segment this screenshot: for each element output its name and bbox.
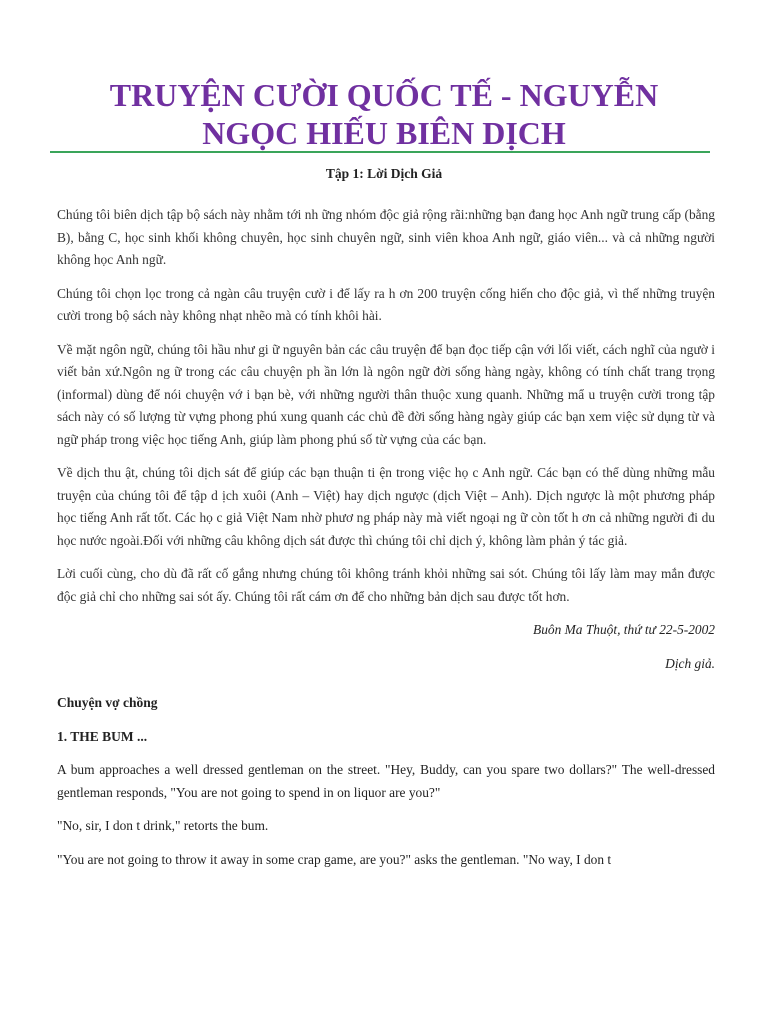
paragraph: Chúng tôi chọn lọc trong cả ngàn câu truyện cườ i để lấy ra h ơn 200 truyện cống hiến cho độc giả, vì thế những truyện cười trong bộ sách này không nhạt nhẽo mà có tính khôi hài.: [57, 285, 715, 323]
document-title: [50, 76, 718, 152]
story-paragraph: "You are not going to throw it away in some crap game, are you?" asks the gentleman. "No way, I don t: [57, 851, 612, 867]
signature-author: Dịch giả.: [665, 655, 715, 671]
title-divider: [50, 151, 710, 153]
title-line-1: TRUYỆN CƯỜI QUỐC TẾ - NGUYỄN: [109, 77, 659, 113]
section-heading: Chuyện vợ chồng: [57, 695, 158, 710]
paragraph: Về dịch thu ật, chúng tôi dịch sát để giúp các bạn thuận ti ện trong việc họ c Anh ngữ. Các bạn có thể dùng những mẫu truyện của chúng tôi để tập d ịch xuôi (Anh – Việt) hay dịch ngược (dịch Việt – Anh). Dịch ngược là một phương pháp học tiếng Anh rất tốt. Các họ c giả Việt Nam nhờ phươ ng pháp này mà viết ngoại ng ữ còn tốt h ơn cả những người đi du học nước ngoài.Đối với những câu không dịch sát được thì chúng tôi chỉ dịch ý, không làm phản ý tác giả.: [57, 465, 715, 548]
story-title: 1. THE BUM ...: [57, 728, 148, 744]
paragraph: Về mặt ngôn ngữ, chúng tôi hầu như gi ữ nguyên bản các câu truyện để bạn đọc tiếp cận với lối viết, cách nghĩ của ngườ i viết bản xứ.Ngôn ng ữ trong các câu chuyện ph ần lớn là ngôn ngữ đời sống hàng ngày, không có tính chất trang trọng (informal) dùng để nói chuyện vớ i bạn bè, với những người thân thuộc xung quanh. Những mẩ u truyện cười trong tập sách này có số lượng từ vựng phong phú xung quanh các chủ đề đời sống hàng ngày giúp các bạn xem việc sử dụng từ và ngữ pháp trong việc học tiếng Anh, giúp làm phong phú số từ vựng của các bạn.: [57, 341, 715, 447]
story-paragraph: "No, sir, I don t drink," retorts the bum.: [57, 818, 269, 833]
paragraph: Lời cuối cùng, cho dù đã rất cố gắng nhưng chúng tôi không tránh khỏi những sai sót. Chúng tôi lấy làm may mắn được độc giả chỉ cho những sai sót ấy. Chúng tôi rất cám ơn để cho những bản dịch sau được tốt hơn.: [57, 566, 715, 604]
title-line-2: NGỌC HIẾU BIÊN DỊCH: [202, 115, 566, 151]
paragraph: Chúng tôi biên dịch tập bộ sách này nhằm tới nh ững nhóm độc giả rộng rãi:những bạn đang học Anh ngữ trung cấp (bằng B), bằng C, học sinh khối không chuyên, học sinh chuyên ngữ, sinh viên khoa Anh ngữ, giáo viên... và cả những người không học Anh ngữ.: [57, 207, 715, 267]
signature-place-date: Buôn Ma Thuột, thứ tư 22-5-2002: [533, 622, 715, 637]
document-subtitle: Tập 1: Lời Dịch Giả: [325, 166, 443, 181]
story-paragraph: A bum approaches a well dressed gentleman on the street. "Hey, Buddy, can you spare two dollars?" The well-dressed gentleman responds, "You are not going to spend in on liquor are you?": [57, 762, 715, 800]
document-body: [57, 204, 715, 882]
